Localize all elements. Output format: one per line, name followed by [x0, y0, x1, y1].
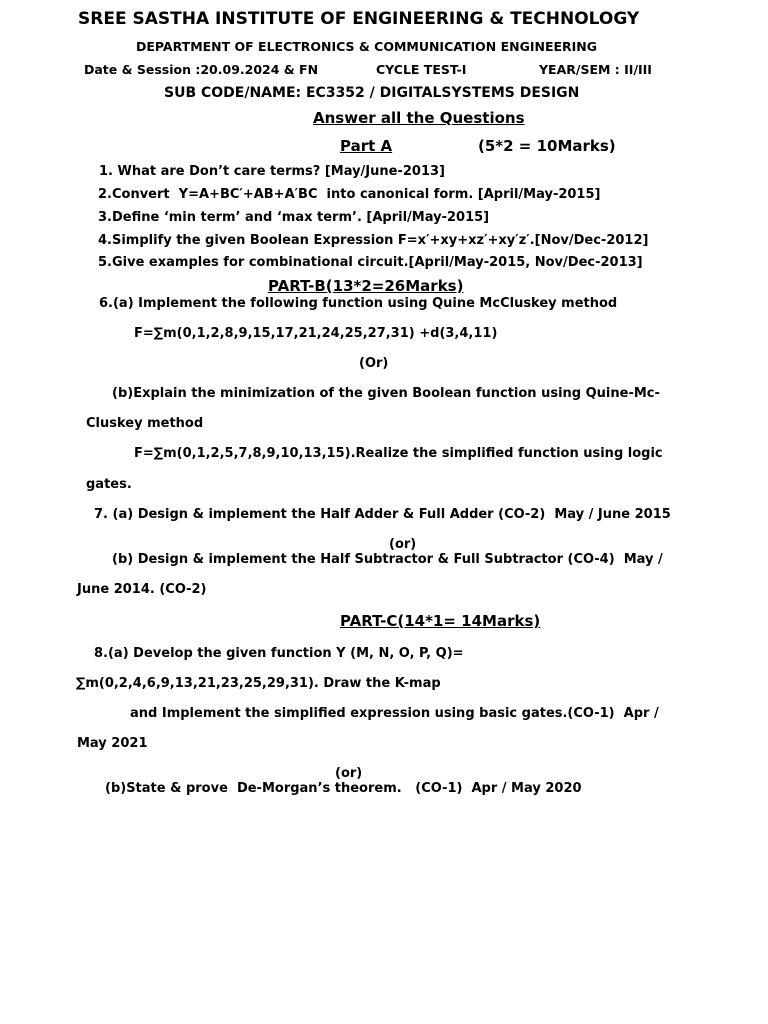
question-1: 1. What are Don’t care terms? [May/June-2013]	[99, 164, 445, 179]
question-5: 5.Give examples for combinational circuit.[April/May-2015, Nov/Dec-2013]	[98, 255, 643, 270]
institute-name: SREE SASTHA INSTITUTE OF ENGINEERING & TECHNOLOGY	[78, 9, 640, 29]
question-8a-continued: and Implement the simplified expression using basic gates.(CO-1) Apr /	[130, 706, 659, 721]
question-6a-function: F=∑m(0,1,2,8,9,15,17,21,24,25,27,31) +d(3,4,11)	[134, 326, 498, 341]
question-4: 4.Simplify the given Boolean Expression F=x′+xy+xz′+xy′z′.[Nov/Dec-2012]	[98, 233, 649, 248]
part-c-title: PART-C(14*1= 14Marks)	[340, 612, 541, 630]
question-6b-continued: Cluskey method	[86, 416, 204, 431]
or-separator: (Or)	[359, 356, 389, 371]
question-8a: 8.(a) Develop the given function Y (M, N, O, P, Q)=	[94, 646, 464, 661]
date-session: Date & Session :20.09.2024 & FN	[84, 62, 319, 77]
year-semester: YEAR/SEM : II/III	[539, 62, 652, 77]
or-separator: (or)	[389, 537, 417, 552]
part-b-title: PART-B(13*2=26Marks)	[268, 277, 464, 295]
instruction: Answer all the Questions	[313, 109, 525, 127]
part-a-title: Part A	[340, 137, 393, 155]
question-6a: 6.(a) Implement the following function using Quine McCluskey method	[99, 296, 618, 311]
test-name: CYCLE TEST-I	[376, 62, 467, 77]
department-name: DEPARTMENT OF ELECTRONICS & COMMUNICATION ENGINEERING	[136, 39, 598, 54]
question-7b-continued: June 2014. (CO-2)	[77, 582, 207, 597]
subject-code-name: SUB CODE/NAME: EC3352 / DIGITALSYSTEMS DESIGN	[164, 85, 580, 101]
question-7b: (b) Design & implement the Half Subtractor & Full Subtractor (CO-4) May /	[112, 552, 663, 567]
question-6b: (b)Explain the minimization of the given Boolean function using Quine-Mc-	[112, 386, 660, 401]
question-8a-function: ∑m(0,2,4,6,9,13,21,23,25,29,31). Draw the K-map	[76, 676, 441, 691]
question-2: 2.Convert Y=A+BC′+AB+A′BC into canonical form. [April/May-2015]	[98, 187, 601, 202]
question-3: 3.Define ‘min term’ and ‘max term’. [April/May-2015]	[98, 210, 490, 225]
part-a-marks: (5*2 = 10Marks)	[478, 137, 616, 155]
question-8b: (b)State & prove De-Morgan’s theorem. (CO-1) Apr / May 2020	[105, 781, 582, 796]
question-7a: 7. (a) Design & implement the Half Adder & Full Adder (CO-2) May / June 2015	[94, 507, 671, 522]
question-6b-function: F=∑m(0,1,2,5,7,8,9,10,13,15).Realize the simplified function using logic	[134, 446, 663, 461]
question-6b-end: gates.	[86, 477, 132, 492]
question-8a-end: May 2021	[77, 736, 148, 751]
or-separator: (or)	[335, 766, 363, 781]
